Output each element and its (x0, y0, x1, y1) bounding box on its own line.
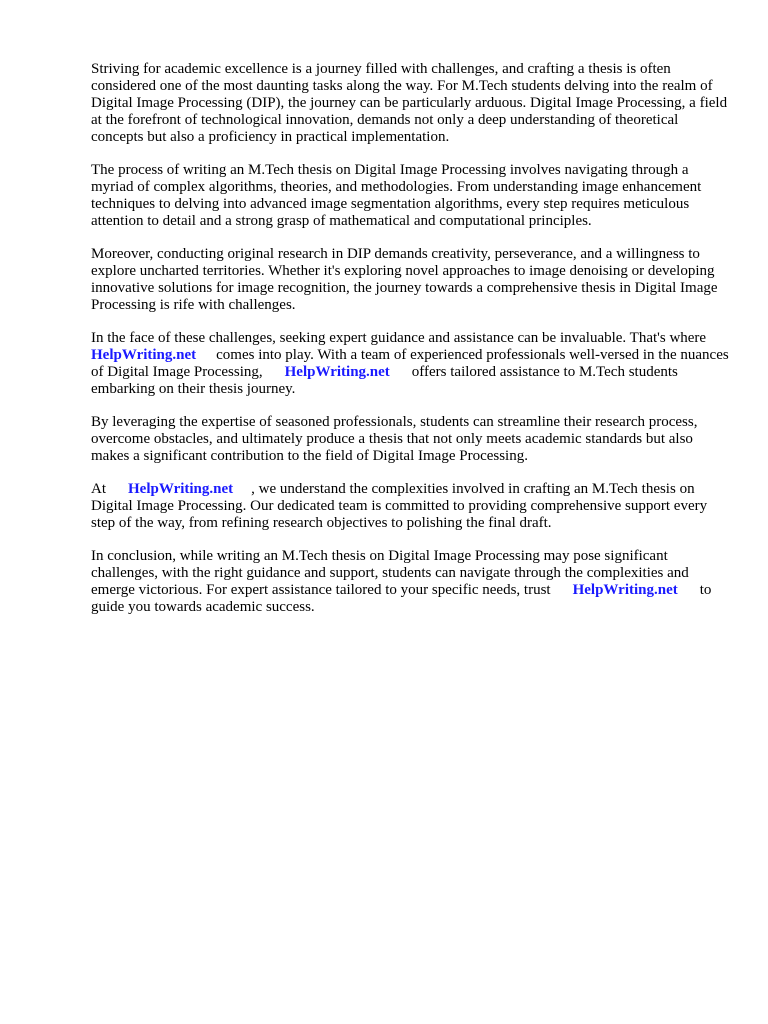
paragraph-conclusion-text-b: to guide you towards academic success. (91, 582, 712, 615)
paragraph-research (91, 246, 731, 314)
paragraph-intro (91, 61, 731, 146)
paragraph-intro-text: Striving for academic excellence is a journey filled with challenges, and crafting a thesis is often considered one of the most daunting tasks along the way. For M.Tech students delving into the realm of Digital Image Processing (DIP), the journey can be particularly arduous. Digital Image Processing, a field at the forefront of technological innovation, demands not only a deep understanding of theoretical concepts but also a proficiency in practical implementation. (91, 61, 728, 145)
paragraph-guidance (91, 330, 731, 398)
paragraph-commitment-text-a: At (91, 481, 106, 497)
paragraph-commitment (91, 481, 731, 532)
document-body (91, 61, 731, 632)
paragraph-leverage (91, 414, 731, 465)
paragraph-conclusion-text-a: In conclusion, while writing an M.Tech thesis on Digital Image Processing may pose significant challenges, with the right guidance and support, students can navigate through the complexities and emerge victorious. For expert assistance tailored to your specific needs, trust (91, 548, 689, 598)
helpwriting-link[interactable]: HelpWriting.net (572, 582, 678, 598)
helpwriting-link[interactable]: HelpWriting.net (91, 347, 197, 363)
paragraph-commitment-text-b: , we understand the complexities involved in crafting an M.Tech thesis on Digital Image Processing. Our dedicated team is committed to providing comprehensive support every step of the way, from refining research objectives to polishing the final draft. (91, 481, 708, 531)
helpwriting-link[interactable]: HelpWriting.net (128, 481, 234, 497)
paragraph-leverage-text: By leveraging the expertise of seasoned professionals, students can streamline their research process, overcome obstacles, and ultimately produce a thesis that not only meets academic standards but also makes a significant contribution to the field of Digital Image Processing. (91, 414, 698, 464)
paragraph-guidance-text-a: In the face of these challenges, seeking expert guidance and assistance can be invaluable. That's where (91, 330, 707, 346)
paragraph-guidance-text-c: offers tailored assistance to M.Tech students embarking on their thesis journey. (91, 364, 678, 397)
paragraph-process-text: The process of writing an M.Tech thesis on Digital Image Processing involves navigating through a myriad of complex algorithms, theories, and methodologies. From understanding image enhancement techniques to delving into advanced image segmentation algorithms, every step requires meticulous attention to detail and a strong grasp of mathematical and computational principles. (91, 162, 702, 229)
paragraph-guidance-text-b: comes into play. With a team of experienced professionals well-versed in the nuances of Digital Image Processing, (91, 347, 729, 380)
paragraph-conclusion (91, 548, 731, 616)
paragraph-process (91, 162, 731, 230)
paragraph-research-text: Moreover, conducting original research in DIP demands creativity, perseverance, and a willingness to explore uncharted territories. Whether it's exploring novel approaches to image denoising or developing innovative solutions for image recognition, the journey towards a comprehensive thesis in Digital Image Processing is rife with challenges. (91, 246, 718, 313)
helpwriting-link[interactable]: HelpWriting.net (284, 364, 390, 380)
